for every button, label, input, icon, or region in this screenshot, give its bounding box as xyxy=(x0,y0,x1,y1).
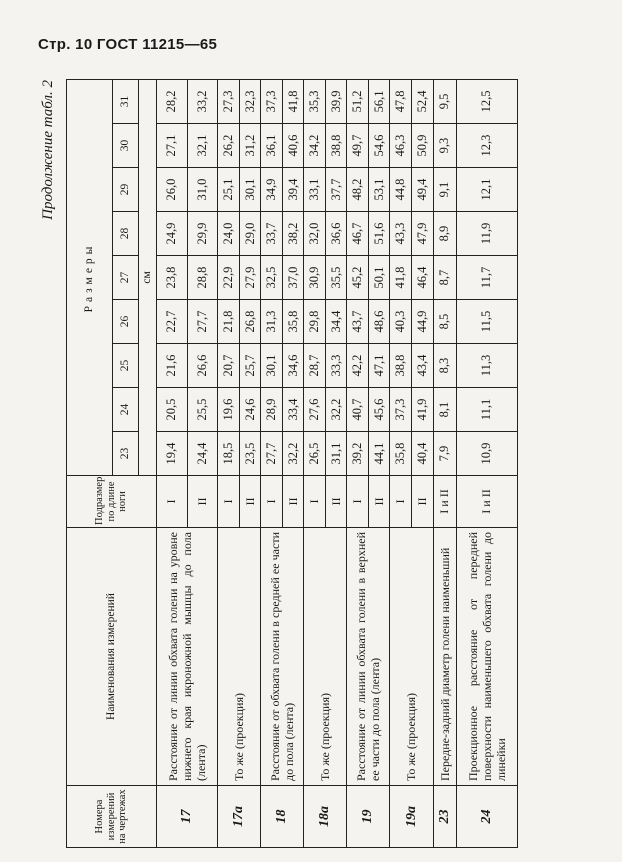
value-cell: 46,7 xyxy=(347,212,369,256)
value-cell: 39,4 xyxy=(282,168,304,212)
value-cell: 20,7 xyxy=(218,344,240,388)
value-cell: 8,5 xyxy=(433,300,456,344)
value-cell: 31,0 xyxy=(187,168,218,212)
value-cell: 37,3 xyxy=(390,388,412,432)
value-cell: 23,8 xyxy=(157,256,188,300)
table-row xyxy=(304,79,326,847)
value-cell: 9,3 xyxy=(433,124,456,168)
value-cell: 22,9 xyxy=(218,256,240,300)
value-cell: 9,1 xyxy=(433,168,456,212)
subsize-label: I и II xyxy=(433,476,456,528)
subsize-label: I xyxy=(347,476,369,528)
value-cell: 34,2 xyxy=(304,124,326,168)
table-row xyxy=(433,79,456,847)
measurement-number: 17а xyxy=(218,786,261,848)
value-cell: 43,7 xyxy=(347,300,369,344)
value-cell: 24,9 xyxy=(157,212,188,256)
value-cell: 28,7 xyxy=(304,344,326,388)
measurement-name: Расстояние от линии обхвата голени в верхней ее части до пола (лента) xyxy=(347,528,390,786)
value-cell: 19,4 xyxy=(157,432,188,476)
subsize-label: I xyxy=(304,476,326,528)
header-size-25: 25 xyxy=(113,344,139,388)
subsize-label: I xyxy=(261,476,283,528)
value-cell: 11,5 xyxy=(456,300,517,344)
value-cell: 35,8 xyxy=(282,300,304,344)
measurement-number: 18а xyxy=(304,786,347,848)
value-cell: 12,3 xyxy=(456,124,517,168)
value-cell: 22,7 xyxy=(157,300,188,344)
value-cell: 27,9 xyxy=(239,256,261,300)
value-cell: 35,8 xyxy=(390,432,412,476)
value-cell: 37,3 xyxy=(261,79,283,123)
value-cell: 45,6 xyxy=(368,388,390,432)
header-size-26: 26 xyxy=(113,300,139,344)
value-cell: 31,3 xyxy=(261,300,283,344)
measurement-name: Проекционное расстояние от передней поверхности наименьшего обхвата голени до линейки xyxy=(456,528,517,786)
value-cell: 38,8 xyxy=(390,344,412,388)
value-cell: 40,7 xyxy=(347,388,369,432)
measurement-name: То же (проекция) xyxy=(390,528,433,786)
value-cell: 24,6 xyxy=(239,388,261,432)
value-cell: 27,7 xyxy=(261,432,283,476)
value-cell: 8,7 xyxy=(433,256,456,300)
value-cell: 20,5 xyxy=(157,388,188,432)
value-cell: 21,8 xyxy=(218,300,240,344)
value-cell: 54,6 xyxy=(368,124,390,168)
header-size-28: 28 xyxy=(113,212,139,256)
value-cell: 44,8 xyxy=(390,168,412,212)
value-cell: 31,1 xyxy=(325,432,347,476)
value-cell: 39,9 xyxy=(325,79,347,123)
measurement-number: 23 xyxy=(433,786,456,848)
table-row xyxy=(218,79,240,847)
value-cell: 38,2 xyxy=(282,212,304,256)
table-row xyxy=(456,79,517,847)
value-cell: 52,4 xyxy=(412,79,434,123)
value-cell: 44,1 xyxy=(368,432,390,476)
value-cell: 32,2 xyxy=(325,388,347,432)
value-cell: 25,5 xyxy=(187,388,218,432)
subsize-label: I xyxy=(218,476,240,528)
value-cell: 36,1 xyxy=(261,124,283,168)
value-cell: 38,8 xyxy=(325,124,347,168)
value-cell: 46,4 xyxy=(412,256,434,300)
value-cell: 50,1 xyxy=(368,256,390,300)
value-cell: 32,1 xyxy=(187,124,218,168)
value-cell: 27,6 xyxy=(304,388,326,432)
value-cell: 12,1 xyxy=(456,168,517,212)
measurement-number: 17 xyxy=(157,786,218,848)
subsize-label: II xyxy=(412,476,434,528)
table-row xyxy=(390,79,412,847)
value-cell: 41,8 xyxy=(390,256,412,300)
value-cell: 9,5 xyxy=(433,79,456,123)
subsize-label: I xyxy=(390,476,412,528)
value-cell: 23,5 xyxy=(239,432,261,476)
header-size-31: 31 xyxy=(113,79,139,123)
value-cell: 34,9 xyxy=(261,168,283,212)
value-cell: 39,2 xyxy=(347,432,369,476)
value-cell: 36,6 xyxy=(325,212,347,256)
value-cell: 32,3 xyxy=(239,79,261,123)
value-cell: 47,9 xyxy=(412,212,434,256)
header-sizes-group: Размеры xyxy=(67,79,113,475)
value-cell: 35,3 xyxy=(304,79,326,123)
value-cell: 18,5 xyxy=(218,432,240,476)
value-cell: 40,4 xyxy=(412,432,434,476)
value-cell: 42,2 xyxy=(347,344,369,388)
measurement-number: 19а xyxy=(390,786,433,848)
value-cell: 49,7 xyxy=(347,124,369,168)
table-row xyxy=(157,79,188,847)
header-size-30: 30 xyxy=(113,124,139,168)
value-cell: 33,4 xyxy=(282,388,304,432)
header-subsize: Подразмер по длине ноги xyxy=(67,476,157,528)
value-cell: 30,1 xyxy=(239,168,261,212)
value-cell: 28,2 xyxy=(157,79,188,123)
value-cell: 45,2 xyxy=(347,256,369,300)
table-row xyxy=(261,79,283,847)
value-cell: 29,9 xyxy=(187,212,218,256)
value-cell: 33,2 xyxy=(187,79,218,123)
value-cell: 26,8 xyxy=(239,300,261,344)
value-cell: 24,0 xyxy=(218,212,240,256)
table-container xyxy=(40,80,518,848)
header-size-24: 24 xyxy=(113,388,139,432)
value-cell: 32,5 xyxy=(261,256,283,300)
measurement-name: Передне-задний диаметр голени наименьший xyxy=(433,528,456,786)
subsize-label: I xyxy=(157,476,188,528)
value-cell: 33,1 xyxy=(304,168,326,212)
value-cell: 26,5 xyxy=(304,432,326,476)
value-cell: 8,3 xyxy=(433,344,456,388)
value-cell: 48,6 xyxy=(368,300,390,344)
value-cell: 47,8 xyxy=(390,79,412,123)
value-cell: 26,0 xyxy=(157,168,188,212)
value-cell: 28,9 xyxy=(261,388,283,432)
table-body xyxy=(157,79,518,847)
value-cell: 41,9 xyxy=(412,388,434,432)
measurement-name: Расстояние от линии обхвата голени на уровне нижнего края икроножной мышцы до пола (лента) xyxy=(157,528,218,786)
value-cell: 12,5 xyxy=(456,79,517,123)
value-cell: 44,9 xyxy=(412,300,434,344)
header-measurement-number: Номера измерений на чертежах xyxy=(67,786,157,848)
value-cell: 43,3 xyxy=(390,212,412,256)
value-cell: 21,6 xyxy=(157,344,188,388)
value-cell: 8,9 xyxy=(433,212,456,256)
value-cell: 40,3 xyxy=(390,300,412,344)
subsize-label: II xyxy=(187,476,218,528)
value-cell: 11,9 xyxy=(456,212,517,256)
measurement-number: 19 xyxy=(347,786,390,848)
value-cell: 28,8 xyxy=(187,256,218,300)
value-cell: 26,6 xyxy=(187,344,218,388)
measurement-name: Расстояние от обхвата голени в средней ее части до пола (лента) xyxy=(261,528,304,786)
value-cell: 53,1 xyxy=(368,168,390,212)
value-cell: 25,1 xyxy=(218,168,240,212)
value-cell: 48,2 xyxy=(347,168,369,212)
header-size-23: 23 xyxy=(113,432,139,476)
value-cell: 27,1 xyxy=(157,124,188,168)
value-cell: 34,6 xyxy=(282,344,304,388)
value-cell: 37,0 xyxy=(282,256,304,300)
value-cell: 33,3 xyxy=(325,344,347,388)
value-cell: 7,9 xyxy=(433,432,456,476)
value-cell: 51,6 xyxy=(368,212,390,256)
value-cell: 34,4 xyxy=(325,300,347,344)
value-cell: 19,6 xyxy=(218,388,240,432)
subsize-label: II xyxy=(282,476,304,528)
measurement-number: 18 xyxy=(261,786,304,848)
value-cell: 30,1 xyxy=(261,344,283,388)
header-measurement-name: Наименования измерений xyxy=(67,528,157,786)
value-cell: 51,2 xyxy=(347,79,369,123)
value-cell: 35,5 xyxy=(325,256,347,300)
value-cell: 11,3 xyxy=(456,344,517,388)
value-cell: 11,1 xyxy=(456,388,517,432)
value-cell: 10,9 xyxy=(456,432,517,476)
rotated-table-frame xyxy=(40,80,518,848)
value-cell: 32,2 xyxy=(282,432,304,476)
subsize-label: II xyxy=(239,476,261,528)
subsize-label: I и II xyxy=(456,476,517,528)
header-size-27: 27 xyxy=(113,256,139,300)
value-cell: 49,4 xyxy=(412,168,434,212)
page-header: Стр. 10 ГОСТ 11215—65 xyxy=(38,36,218,53)
value-cell: 56,1 xyxy=(368,79,390,123)
value-cell: 27,3 xyxy=(218,79,240,123)
value-cell: 27,7 xyxy=(187,300,218,344)
value-cell: 33,7 xyxy=(261,212,283,256)
value-cell: 41,8 xyxy=(282,79,304,123)
value-cell: 43,4 xyxy=(412,344,434,388)
table-continuation-label: Продолжение табл. 2 xyxy=(40,80,56,220)
value-cell: 40,6 xyxy=(282,124,304,168)
value-cell: 24,4 xyxy=(187,432,218,476)
value-cell: 47,1 xyxy=(368,344,390,388)
measurement-name: То же (проекция) xyxy=(218,528,261,786)
measurements-table xyxy=(66,79,518,848)
value-cell: 25,7 xyxy=(239,344,261,388)
value-cell: 8,1 xyxy=(433,388,456,432)
value-cell: 26,2 xyxy=(218,124,240,168)
measurement-name: То же (проекция) xyxy=(304,528,347,786)
header-size-29: 29 xyxy=(113,168,139,212)
subsize-label: II xyxy=(325,476,347,528)
value-cell: 46,3 xyxy=(390,124,412,168)
value-cell: 29,8 xyxy=(304,300,326,344)
value-cell: 50,9 xyxy=(412,124,434,168)
value-cell: 32,0 xyxy=(304,212,326,256)
value-cell: 31,2 xyxy=(239,124,261,168)
measurement-number: 24 xyxy=(456,786,517,848)
value-cell: 11,7 xyxy=(456,256,517,300)
value-cell: 29,0 xyxy=(239,212,261,256)
value-cell: 30,9 xyxy=(304,256,326,300)
subsize-label: II xyxy=(368,476,390,528)
header-unit: см xyxy=(139,79,157,475)
table-row xyxy=(347,79,369,847)
value-cell: 37,7 xyxy=(325,168,347,212)
